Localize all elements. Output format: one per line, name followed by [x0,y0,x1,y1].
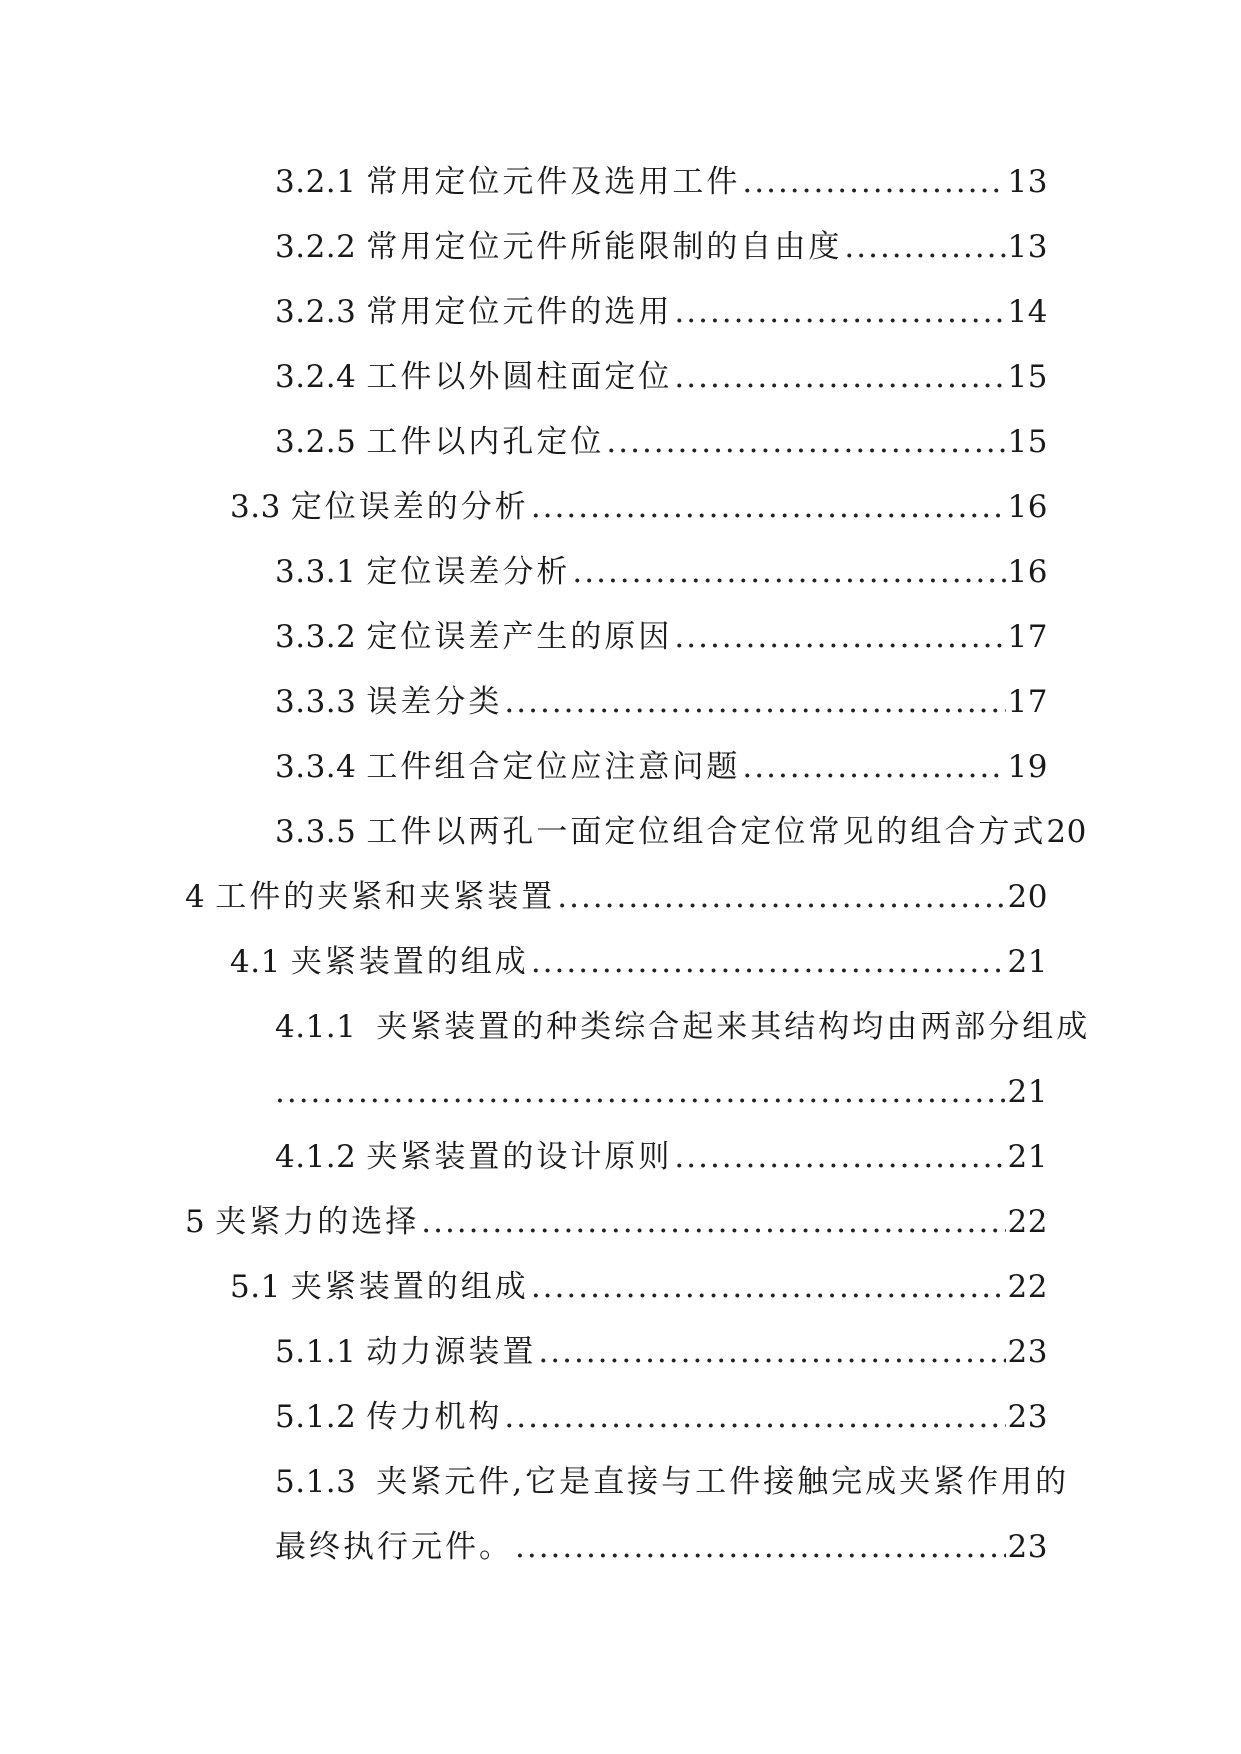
toc-page-number: 22 [1007,1204,1048,1240]
toc-number: 5.1.2 [275,1399,357,1435]
toc-page-number: 16 [1007,554,1048,590]
dot-leader [538,1320,1005,1385]
toc-entry-3-3-5[interactable] [275,800,1241,865]
toc-entry-4-1-1[interactable] [275,995,1241,1060]
toc-entry-3-2-4[interactable] [275,345,1241,410]
dot-leader [557,865,1005,930]
toc-number: 5 [185,1204,206,1240]
toc-entry-5-1-3[interactable] [275,1450,1241,1515]
dot-leader [504,670,1005,735]
dot-leader [742,735,1005,800]
dot-leader [275,1060,1006,1125]
toc-page-number: 23 [1007,1334,1048,1370]
toc-number: 3.2.3 [275,294,357,330]
toc-page-number: 13 [1007,164,1048,200]
toc-title: 传力机构 [366,1399,503,1435]
toc-title-continuation: 最终执行元件。 [275,1529,513,1565]
toc-entry-3-3-1[interactable] [275,540,1241,605]
dot-leader [844,215,1005,280]
toc-title: 定位误差产生的原因 [366,619,673,655]
toc-entry-3-3-4[interactable] [275,735,1241,800]
toc-entry-3-3[interactable] [230,475,1241,540]
toc-number: 3.2.1 [275,164,357,200]
toc-entry-5[interactable] [185,1190,1241,1255]
toc-page-number: 17 [1007,619,1048,655]
toc-page-number: 14 [1007,294,1048,330]
toc-title: 定位误差分析 [366,554,571,590]
toc-title: 定位误差的分析 [290,489,529,525]
toc-number: 4.1.2 [275,1139,357,1175]
toc-page-number: 21 [1007,944,1048,980]
dot-leader [674,280,1005,345]
toc-page-number: 19 [1007,749,1048,785]
dot-leader [674,605,1005,670]
dot-leader [515,1515,1006,1580]
toc-title: 工件以外圆柱面定位 [366,359,673,395]
toc-entry-3-3-2[interactable] [275,605,1241,670]
toc-page-number: 15 [1007,359,1048,395]
toc-number: 4.1 [230,944,281,980]
table-of-contents [0,150,1241,1580]
toc-page-number: 20 [1046,814,1087,850]
dot-leader [531,1255,1006,1320]
toc-number: 3.2.5 [275,424,357,460]
toc-number: 3.3.3 [275,684,357,720]
toc-entry-3-2-5[interactable] [275,410,1241,475]
toc-entry-4-1[interactable] [230,930,1241,995]
toc-title: 夹紧装置的设计原则 [366,1139,673,1175]
toc-title: 误差分类 [366,684,503,720]
toc-page-number: 13 [1007,229,1048,265]
toc-page-number: 17 [1007,684,1048,720]
toc-page-number: 23 [1007,1529,1048,1565]
toc-page-number: 21 [1007,1139,1048,1175]
toc-entry-5-1[interactable] [230,1255,1241,1320]
dot-leader [531,930,1006,995]
toc-entry-3-3-3[interactable] [275,670,1241,735]
toc-number: 3.3.1 [275,554,357,590]
toc-title: 工件以两孔一面定位组合定位常见的组合方式 [366,814,1047,850]
toc-title: 夹紧装置的种类综合起来其结构均由两部分组成 [376,1009,1091,1045]
toc-title: 工件以内孔定位 [366,424,605,460]
toc-number: 4.1.1 [275,1009,357,1045]
toc-title: 工件的夹紧和夹紧装置 [215,879,556,915]
toc-number: 5.1 [230,1269,281,1305]
toc-title: 工件组合定位应注意问题 [366,749,741,785]
dot-leader [606,410,1005,475]
toc-entry-3-2-3[interactable] [275,280,1241,345]
toc-title: 常用定位元件所能限制的自由度 [366,229,843,265]
toc-entry-3-2-1[interactable] [275,150,1241,215]
toc-title: 夹紧装置的组成 [290,1269,529,1305]
toc-page-number: 22 [1007,1269,1048,1305]
toc-page-number: 16 [1007,489,1048,525]
toc-entry-3-2-2[interactable] [275,215,1241,280]
toc-title: 夹紧装置的组成 [290,944,529,980]
toc-number: 4 [185,879,206,915]
toc-number: 3.2.2 [275,229,357,265]
toc-number: 5.1.1 [275,1334,357,1370]
toc-entry-4-1-1-continuation[interactable] [275,1060,1241,1125]
toc-number: 3.3 [230,489,281,525]
toc-title: 夹紧元件,它是直接与工件接触完成夹紧作用的 [376,1464,1070,1500]
toc-title: 常用定位元件的选用 [366,294,673,330]
toc-title: 夹紧力的选择 [215,1204,420,1240]
toc-title: 常用定位元件及选用工件 [366,164,741,200]
toc-number: 3.3.5 [275,814,357,850]
toc-page-number: 20 [1007,879,1048,915]
dot-leader [531,475,1006,540]
toc-number: 3.3.4 [275,749,357,785]
toc-title: 动力源装置 [366,1334,537,1370]
dot-leader [742,150,1005,215]
toc-number: 5.1.3 [275,1464,357,1500]
toc-entry-5-1-1[interactable] [275,1320,1241,1385]
toc-page-number: 21 [1007,1074,1048,1110]
toc-entry-5-1-2[interactable] [275,1385,1241,1450]
dot-leader [504,1385,1005,1450]
dot-leader [421,1190,1005,1255]
toc-page-number: 23 [1007,1399,1048,1435]
toc-page-number: 15 [1007,424,1048,460]
toc-entry-5-1-3-continuation[interactable] [275,1515,1241,1580]
toc-entry-4-1-2[interactable] [275,1125,1241,1190]
dot-leader [572,540,1005,605]
toc-number: 3.3.2 [275,619,357,655]
dot-leader [674,345,1005,410]
dot-leader [674,1125,1005,1190]
toc-number: 3.2.4 [275,359,357,395]
toc-entry-4[interactable] [185,865,1241,930]
